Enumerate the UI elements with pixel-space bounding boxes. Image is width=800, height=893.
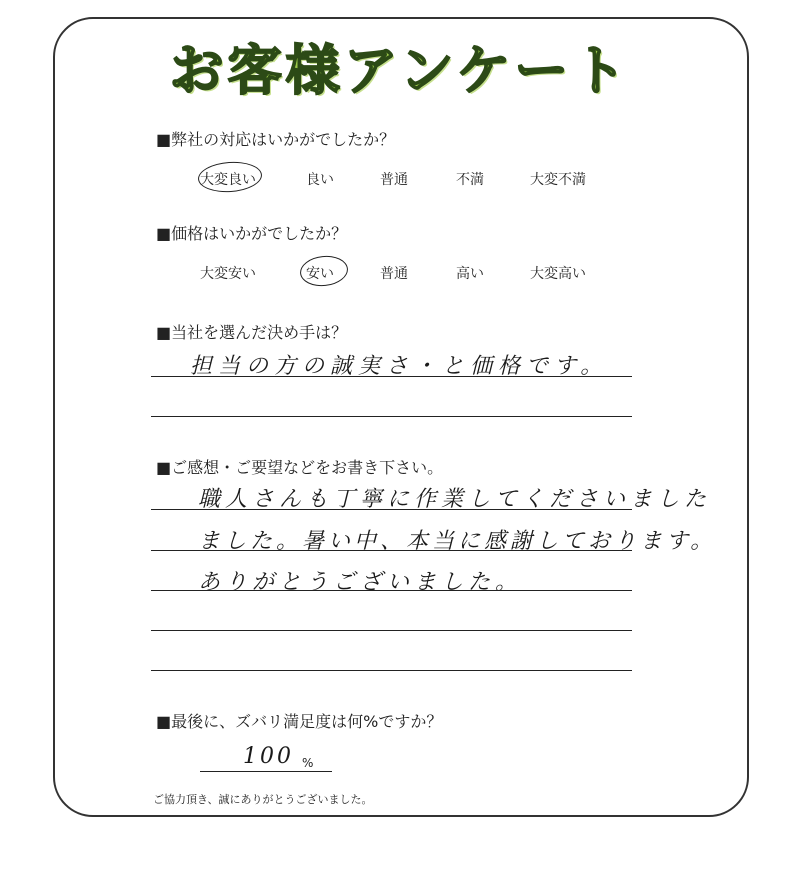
thank-you-note: ご協力頂き、誠にありがとうございました。 — [153, 793, 373, 806]
q5-question: ■最後に、ズバリ満足度は何%ですか？ — [156, 712, 443, 731]
q2-option-expensive[interactable]: 高い — [456, 266, 484, 282]
q2-option-very-expensive[interactable]: 大変高い — [530, 266, 586, 282]
q2-option-very-cheap[interactable]: 大変安い — [200, 266, 256, 282]
q4-answer-rule-3 — [151, 590, 632, 591]
q2-options — [196, 263, 616, 287]
q3-answer-line-1[interactable]: 担当の方の誠実さ・と価格です。 — [190, 354, 609, 379]
q2-question: ■価格はいかがでしたか？ — [156, 224, 348, 243]
q1-option-very-dissatisfied[interactable]: 大変不満 — [530, 172, 586, 188]
q1-option-normal[interactable]: 普通 — [380, 172, 408, 188]
q2-option-normal[interactable]: 普通 — [380, 266, 408, 282]
satisfaction-rule — [200, 771, 332, 772]
q4-answer-rule-2 — [151, 550, 632, 551]
q2-option-cheap[interactable]: 安い — [306, 266, 334, 282]
q4-question: ■ご感想・ご要望などをお書き下さい。 — [156, 458, 444, 477]
q3-answer-rule-2 — [151, 416, 632, 417]
q3-answer-rule-1 — [151, 376, 632, 377]
q1-option-very-good[interactable]: 大変良い — [200, 172, 256, 188]
q4-answer-line-2[interactable]: ました。暑い中、本当に感謝しております。 — [198, 529, 717, 554]
q4-answer-rule-1 — [151, 509, 632, 510]
q4-answer-line-1[interactable]: 職人さんも丁寧に作業してくださいました — [198, 487, 712, 512]
q4-answer-rule-5 — [151, 670, 632, 671]
q1-option-good[interactable]: 良い — [306, 172, 334, 188]
satisfaction-unit: % — [302, 756, 314, 770]
q3-question: ■当社を選んだ決め手は？ — [156, 323, 348, 342]
survey-title: お客様アンケート — [169, 39, 631, 102]
q1-option-dissatisfied[interactable]: 不満 — [456, 172, 484, 188]
q1-question: ■弊社の対応はいかがでしたか？ — [156, 130, 396, 149]
satisfaction-value[interactable]: 100 — [243, 744, 294, 769]
q4-answer-line-3[interactable]: ありがとうございました。 — [198, 570, 523, 595]
q4-answer-rule-4 — [151, 630, 632, 631]
